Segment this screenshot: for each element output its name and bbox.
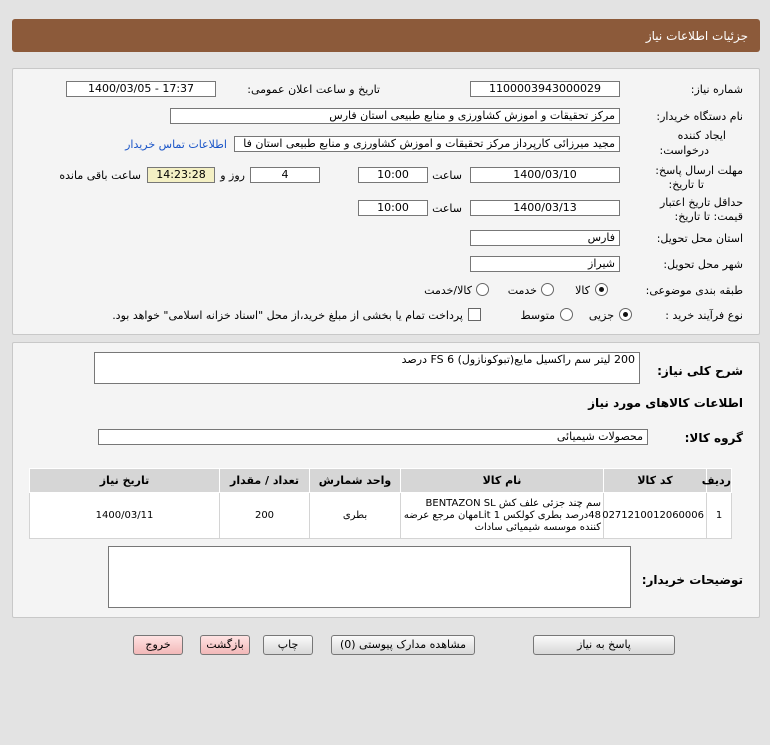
creator-label-2: درخواست: [659, 144, 709, 157]
category-service-label: خدمت [507, 284, 537, 297]
process-medium-radio[interactable] [560, 308, 573, 321]
table-row [30, 493, 732, 539]
days-label: روز و [220, 169, 245, 182]
validity-label-1: حداقل تاریخ اعتبار [659, 196, 743, 209]
exit-button[interactable]: خروج [133, 635, 183, 655]
category-goods-label: کالا [575, 284, 590, 297]
back-button[interactable]: بازگشت [200, 635, 250, 655]
cell-row: 1 [707, 493, 732, 539]
city-label: شهر محل تحویل: [663, 258, 743, 271]
need-number-label: شماره نیاز: [690, 83, 743, 96]
category-goods-radio[interactable] [595, 283, 608, 296]
validity-time-field: 10:00 [358, 200, 428, 216]
province-label: استان محل تحویل: [656, 232, 743, 245]
validity-date-field: 1400/03/13 [470, 200, 620, 216]
deadline-label-2: تا تاریخ: [668, 178, 704, 191]
buyer-org-label: نام دستگاه خریدار: [656, 110, 743, 123]
need-number-field: 1100003943000029 [470, 81, 620, 97]
buyer-org-field: مرکز تحقیقات و اموزش کشاورزی و منابع طبیعی استان فارس [170, 108, 620, 124]
print-button[interactable]: چاپ [263, 635, 313, 655]
category-both-radio[interactable] [476, 283, 489, 296]
category-both-label: کالا/خدمت [424, 284, 472, 297]
days-field: 4 [250, 167, 320, 183]
col-header-name: نام کالا [401, 469, 604, 493]
remaining-time-field: 14:23:28 [147, 167, 215, 183]
deadline-date-field: 1400/03/10 [470, 167, 620, 183]
deadline-label-1: مهلت ارسال پاسخ: [655, 164, 743, 177]
announce-field: 1400/03/05 - 17:37 [66, 81, 216, 97]
summary-field: 200 لیتر سم راکسیل مایع(تبوکونازول) FS 6 درصد [94, 352, 640, 384]
col-header-quantity: تعداد / مقدار [220, 469, 310, 493]
creator-field: مجید میرزائی کارپرداز مرکز تحقیقات و اموزش کشاورزی و منابع طبیعی استان فا [234, 136, 620, 152]
goods-group-label: گروه کالا: [684, 431, 743, 445]
col-header-need-date: تاریخ نیاز [30, 469, 220, 493]
category-label: طبقه بندی موضوعی: [645, 284, 743, 297]
province-field: فارس [470, 230, 620, 246]
col-header-unit: واحد شمارش [310, 469, 401, 493]
announce-label: تاریخ و ساعت اعلان عمومی: [247, 83, 380, 96]
goods-table [29, 468, 732, 539]
page-title: جزئیات اطلاعات نیاز [12, 19, 760, 52]
goods-info-title: اطلاعات کالاهای مورد نیاز [588, 396, 743, 410]
treasury-checkbox[interactable] [468, 308, 481, 321]
process-label: نوع فرآیند خرید : [665, 309, 743, 322]
summary-label: شرح کلی نیاز: [657, 364, 743, 378]
reply-button[interactable]: پاسخ به نیاز [533, 635, 675, 655]
cell-code: 0271210012060006 [604, 493, 707, 539]
deadline-time-label: ساعت [432, 169, 462, 182]
cell-need-date: 1400/03/11 [30, 493, 220, 539]
validity-label-2: قیمت: تا تاریخ: [674, 210, 743, 223]
attachments-button[interactable]: مشاهده مدارک پیوستی (0) [331, 635, 475, 655]
validity-time-label: ساعت [432, 202, 462, 215]
remaining-label: ساعت باقی مانده [59, 169, 141, 182]
process-small-label: جزیی [588, 309, 614, 322]
contact-buyer-link[interactable]: اطلاعات تماس خریدار [125, 138, 227, 151]
creator-label-1: ایجاد کننده [677, 129, 726, 142]
process-small-radio[interactable] [619, 308, 632, 321]
cell-unit: بطری [310, 493, 401, 539]
buyer-notes-label: توضیحات خریدار: [641, 573, 743, 587]
cell-quantity: 200 [220, 493, 310, 539]
col-header-code: کد کالا [604, 469, 707, 493]
col-header-row: ردیف [707, 469, 732, 493]
city-field: شیراز [470, 256, 620, 272]
cell-name: سم چند جزئی علف کش BENTAZON SL 48درصد بطری کولکس Lit 1مهان مرجع عرضه کننده موسسه شیمیائی سادات [401, 493, 604, 539]
payment-note: پرداخت تمام یا بخشی از مبلغ خرید،از محل "اسناد خزانه اسلامی" خواهد بود. [112, 309, 463, 322]
category-service-radio[interactable] [541, 283, 554, 296]
process-medium-label: متوسط [520, 309, 555, 322]
deadline-time-field: 10:00 [358, 167, 428, 183]
goods-group-field: محصولات شیمیائی [98, 429, 648, 445]
buyer-notes-field [108, 546, 631, 608]
